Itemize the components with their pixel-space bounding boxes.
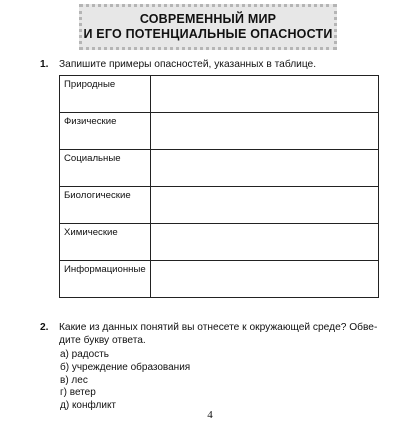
question-2-number: 2. <box>40 322 49 333</box>
section-title-line-1: СОВРЕМЕННЫЙ МИР <box>139 12 277 26</box>
table-row <box>60 76 379 113</box>
table-row <box>60 113 379 150</box>
answer-cell-natural[interactable] <box>150 76 378 113</box>
question-1-number: 1. <box>40 59 49 70</box>
answer-cell-informational[interactable] <box>150 261 378 298</box>
answer-cell-social[interactable] <box>150 150 378 187</box>
row-label-biological: Биологические <box>60 187 151 224</box>
hazards-table <box>59 75 379 298</box>
row-label-chemical: Химические <box>60 224 151 261</box>
row-label-social: Социальные <box>60 150 151 187</box>
section-title-line-2: И ЕГО ПОТЕНЦИАЛЬНЫЕ ОПАСНОСТИ <box>83 27 333 41</box>
question-2-text-line-1: Какие из данных понятий вы отнесете к окружающей среде? Обве- <box>59 322 378 333</box>
table-row <box>60 150 379 187</box>
option-d[interactable]: д) конфликт <box>60 400 117 412</box>
table-row <box>60 261 379 298</box>
row-label-informational: Информационные <box>60 261 151 298</box>
question-1 <box>40 58 316 71</box>
answer-options <box>60 349 190 413</box>
question-2-text-line-2: дите букву ответа. <box>59 335 146 346</box>
answer-cell-biological[interactable] <box>150 187 378 224</box>
option-v[interactable]: в) лес <box>60 374 88 386</box>
page-number: 4 <box>207 409 213 421</box>
answer-cell-physical[interactable] <box>150 113 378 150</box>
table-row <box>60 187 379 224</box>
table-row <box>60 224 379 261</box>
option-a[interactable]: а) радость <box>60 349 109 360</box>
question-2 <box>40 321 380 347</box>
section-title-box <box>79 4 337 50</box>
row-label-natural: Природные <box>60 76 151 113</box>
row-label-physical: Физические <box>60 113 151 150</box>
answer-cell-chemical[interactable] <box>150 224 378 261</box>
option-b[interactable]: б) учреждение образования <box>60 361 191 373</box>
question-1-text: Запишите примеры опасностей, указанных в таблице. <box>59 59 317 70</box>
option-g[interactable]: г) ветер <box>60 387 96 399</box>
